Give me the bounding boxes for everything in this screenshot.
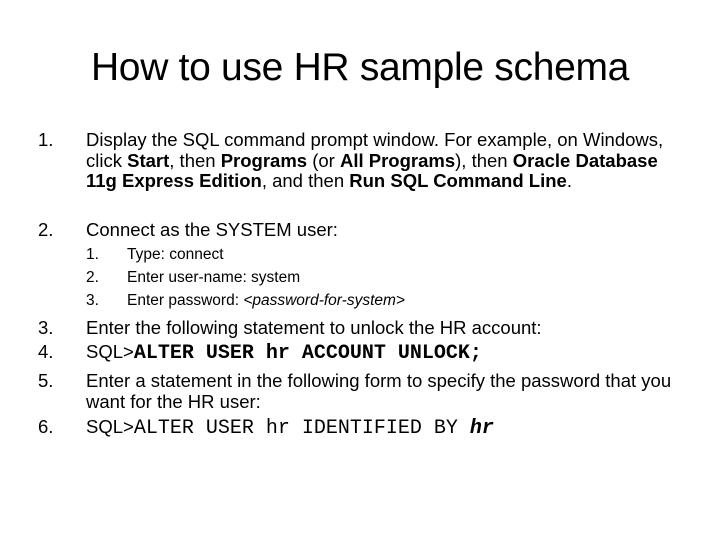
- oracle-menu-label: Oracle Database 11g Express Edition: [86, 149, 658, 191]
- sql-prompt: SQL>: [86, 416, 134, 437]
- substep-text: [127, 289, 405, 312]
- step-number: 2.: [38, 219, 54, 240]
- start-menu-label: Start: [127, 149, 170, 171]
- step-1-text-part: , then: [169, 149, 221, 171]
- step-number: 5.: [38, 370, 54, 391]
- step-number: 4.: [38, 341, 54, 362]
- substep-number: 2.: [86, 269, 99, 286]
- substep-number: 1.: [86, 246, 99, 263]
- step-number: 1.: [38, 129, 54, 150]
- step-text: [86, 130, 676, 192]
- step-1-text-part: ), then: [455, 149, 513, 171]
- step-text: [86, 417, 676, 440]
- step-number: 3.: [38, 317, 54, 338]
- step-text: Enter a statement in the following form to specify the password that you want for the HR user:: [86, 370, 672, 412]
- step-text: Enter the following statement to unlock the HR account:: [86, 317, 542, 338]
- step-1-text-part: .: [566, 170, 572, 191]
- run-sql-menu-label: Run SQL Command Line: [349, 170, 567, 191]
- step-1-text-part: , and then: [261, 170, 350, 191]
- step-text: [86, 342, 676, 365]
- sql-code: ALTER USER hr IDENTIFIED BY: [133, 417, 470, 440]
- programs-menu-label: Programs: [220, 149, 308, 171]
- substep-3-text-part: Enter password:: [127, 292, 244, 309]
- password-placeholder: <password-for-system>: [243, 292, 405, 309]
- substep-text: Enter user-name: system: [127, 269, 301, 286]
- step-number: 6.: [38, 416, 54, 437]
- step-1-text-part: Display the SQL command prompt window. For example, on Windows, click: [86, 129, 664, 171]
- sql-code: ALTER USER hr ACCOUNT UNLOCK;: [133, 342, 482, 365]
- sql-code-password: hr: [469, 417, 494, 440]
- substep-number: 3.: [86, 292, 99, 309]
- substep-text: Type: connect: [127, 246, 224, 263]
- slide-title: How to use HR sample schema: [90, 46, 630, 89]
- all-programs-menu-label: All Programs: [339, 149, 456, 171]
- step-text: Connect as the SYSTEM user:: [86, 219, 338, 240]
- step-1-text-part: (or: [307, 149, 340, 171]
- sql-prompt: SQL>: [86, 341, 134, 362]
